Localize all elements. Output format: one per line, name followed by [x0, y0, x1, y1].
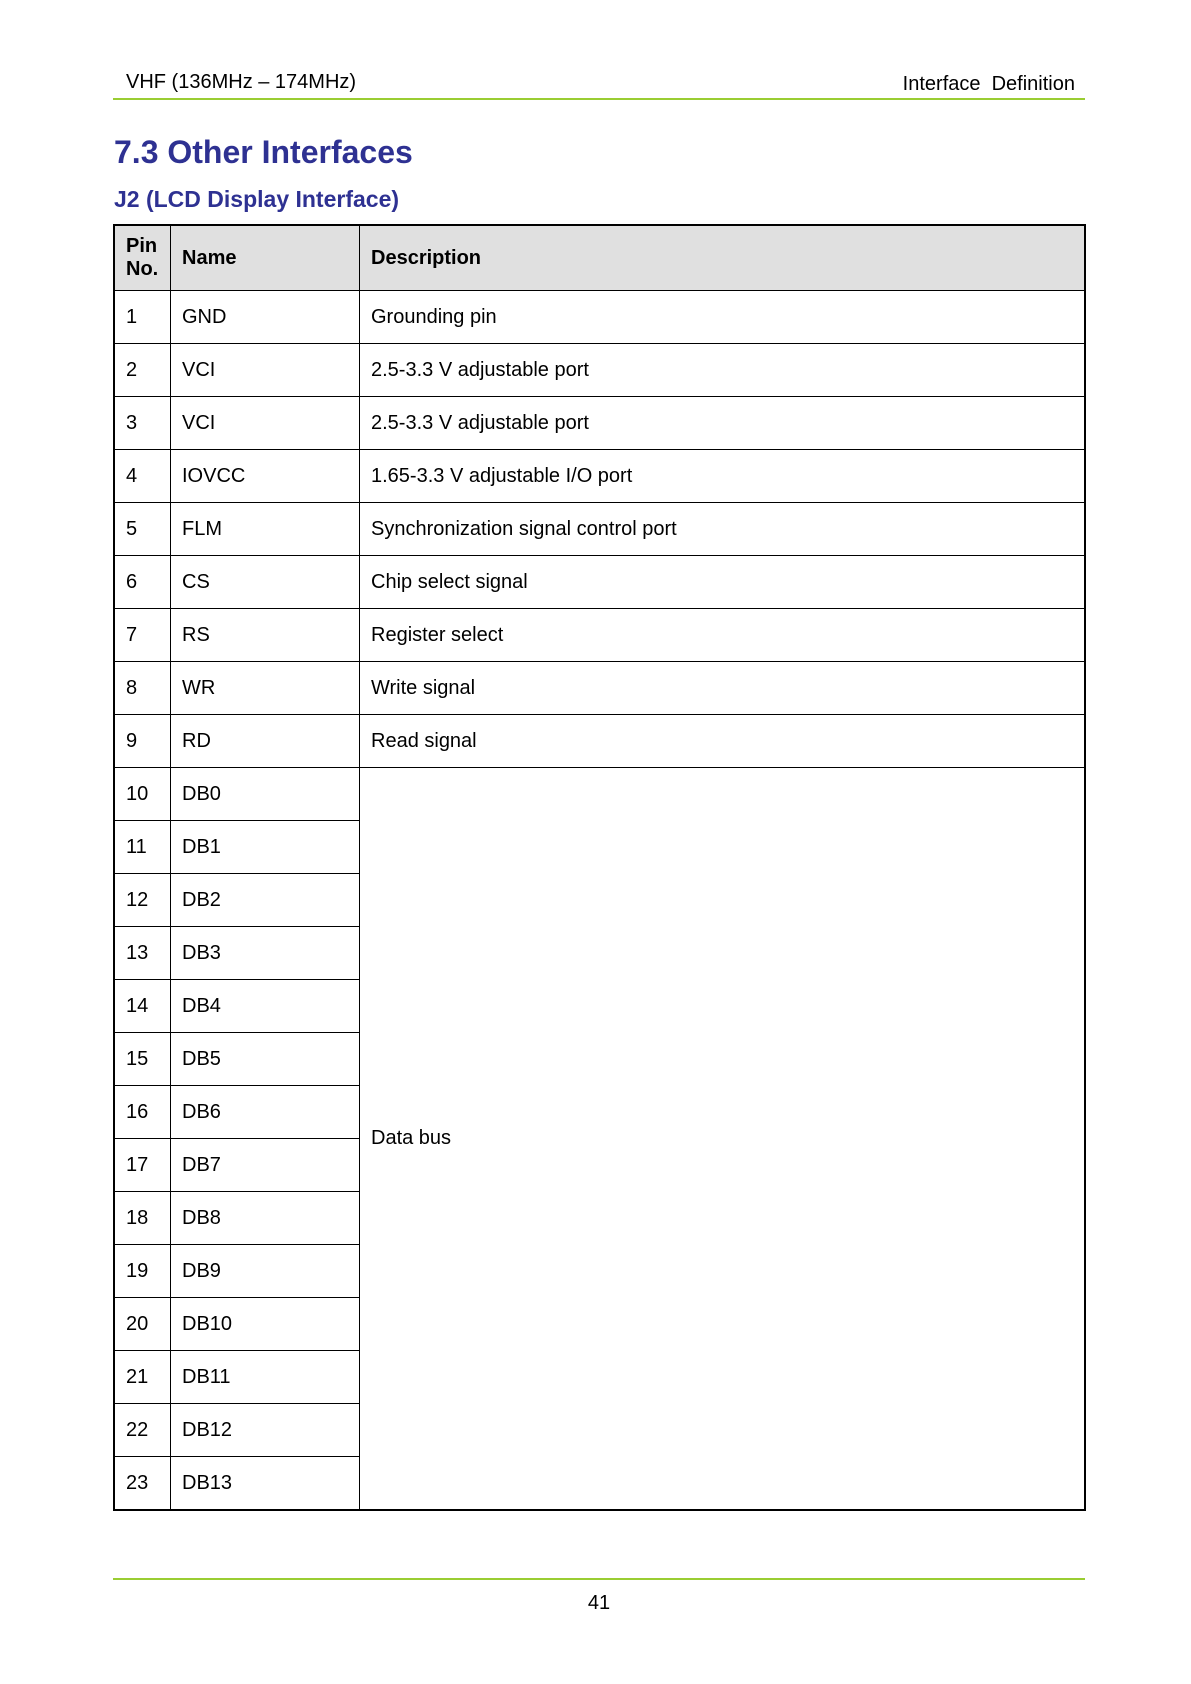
pin-definition-table — [113, 224, 1086, 1511]
pin-number-cell: 16 — [114, 1086, 171, 1139]
page-number: 41 — [587, 1592, 611, 1614]
pin-number-cell: 19 — [114, 1245, 171, 1298]
header-description: Description — [360, 225, 1086, 291]
pin-number-cell: 21 — [114, 1351, 171, 1404]
pin-name-cell: RS — [171, 609, 360, 662]
pin-number-cell: 10 — [114, 768, 171, 821]
header-pin-line2: No. — [126, 258, 159, 280]
pin-description-cell: 2.5-3.3 V adjustable port — [360, 397, 1086, 450]
pin-name-cell: FLM — [171, 503, 360, 556]
pin-name-cell: CS — [171, 556, 360, 609]
pin-description-cell: Synchronization signal control port — [360, 503, 1086, 556]
page-header — [113, 62, 1085, 100]
pin-number-cell: 13 — [114, 927, 171, 980]
pin-name-cell: RD — [171, 715, 360, 768]
pin-name-cell: DB3 — [171, 927, 360, 980]
pin-number-cell: 22 — [114, 1404, 171, 1457]
pin-description-cell: Read signal — [360, 715, 1086, 768]
pin-number-cell: 14 — [114, 980, 171, 1033]
pin-number-cell: 9 — [114, 715, 171, 768]
pin-number-cell: 12 — [114, 874, 171, 927]
pin-name-cell: DB8 — [171, 1192, 360, 1245]
table-row — [114, 609, 1085, 662]
table-row — [114, 556, 1085, 609]
pin-name-cell: DB9 — [171, 1245, 360, 1298]
header-pin-no — [114, 225, 171, 291]
pin-name-cell: DB12 — [171, 1404, 360, 1457]
pin-description-cell: Grounding pin — [360, 291, 1086, 344]
header-name: Name — [171, 225, 360, 291]
pin-description-cell: 1.65-3.3 V adjustable I/O port — [360, 450, 1086, 503]
pin-name-cell: VCI — [171, 397, 360, 450]
page-footer — [113, 1578, 1085, 1614]
table-subtitle: J2 (LCD Display Interface) — [114, 186, 400, 212]
pin-number-cell: 11 — [114, 821, 171, 874]
pin-number-cell: 3 — [114, 397, 171, 450]
pin-name-cell: DB5 — [171, 1033, 360, 1086]
data-bus-description-cell: Data bus — [360, 768, 1086, 1511]
pin-name-cell: DB13 — [171, 1457, 360, 1511]
pin-number-cell: 15 — [114, 1033, 171, 1086]
pin-name-cell: DB6 — [171, 1086, 360, 1139]
pin-name-cell: DB1 — [171, 821, 360, 874]
pin-number-cell: 2 — [114, 344, 171, 397]
table-row — [114, 397, 1085, 450]
pin-number-cell: 18 — [114, 1192, 171, 1245]
pin-number-cell: 7 — [114, 609, 171, 662]
pin-name-cell: DB7 — [171, 1139, 360, 1192]
pin-number-cell: 17 — [114, 1139, 171, 1192]
pin-number-cell: 23 — [114, 1457, 171, 1511]
pin-name-cell: DB4 — [171, 980, 360, 1033]
pin-number-cell: 20 — [114, 1298, 171, 1351]
pin-number-cell: 4 — [114, 450, 171, 503]
header-pin-line1: Pin — [126, 235, 158, 257]
pin-name-cell: DB0 — [171, 768, 360, 821]
table-row — [114, 291, 1085, 344]
table-row — [114, 450, 1085, 503]
pin-number-cell: 5 — [114, 503, 171, 556]
table-row — [114, 715, 1085, 768]
header-chapter-title: Interface Definition — [902, 73, 1075, 95]
table-row — [114, 768, 1085, 821]
pin-name-cell: GND — [171, 291, 360, 344]
pin-number-cell: 1 — [114, 291, 171, 344]
table-row — [114, 662, 1085, 715]
section-title: 7.3 Other Interfaces — [114, 134, 413, 170]
table-row — [114, 344, 1085, 397]
pin-name-cell: IOVCC — [171, 450, 360, 503]
header-product-range: VHF (136MHz – 174MHz) — [126, 71, 357, 93]
pin-name-cell: VCI — [171, 344, 360, 397]
pin-description-cell: Register select — [360, 609, 1086, 662]
table-body — [114, 291, 1085, 1511]
table-header-row — [114, 225, 1085, 291]
pin-number-cell: 6 — [114, 556, 171, 609]
pin-name-cell: DB10 — [171, 1298, 360, 1351]
table-row — [114, 503, 1085, 556]
pin-description-cell: Chip select signal — [360, 556, 1086, 609]
pin-name-cell: WR — [171, 662, 360, 715]
pin-number-cell: 8 — [114, 662, 171, 715]
pin-name-cell: DB11 — [171, 1351, 360, 1404]
pin-name-cell: DB2 — [171, 874, 360, 927]
pin-description-cell: 2.5-3.3 V adjustable port — [360, 344, 1086, 397]
pin-description-cell: Write signal — [360, 662, 1086, 715]
